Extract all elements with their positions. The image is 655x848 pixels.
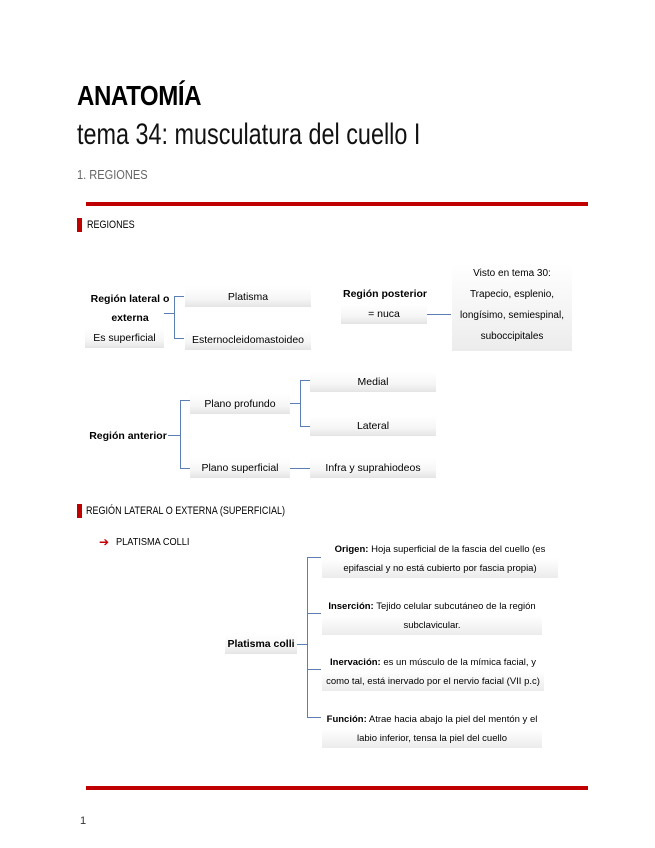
connector [174, 296, 184, 297]
funcion-definition [322, 710, 542, 748]
posterior-info-line: Trapecio, esplenio, [469, 289, 555, 300]
funcion-text-2: labio inferior, tensa la piel del cuello [322, 729, 542, 748]
profundo-medial: Medial [310, 372, 436, 392]
lateral-region-note: Es superficial [85, 328, 164, 348]
platisma-colli-node: Platisma colli [225, 634, 297, 654]
plano-profundo: Plano profundo [190, 394, 290, 414]
funcion-label: Función: [326, 714, 367, 725]
connector [297, 644, 307, 645]
connector [307, 669, 321, 670]
document-topic: tema 34: musculatura del cuello I [77, 118, 421, 151]
connector [164, 313, 174, 314]
connector [180, 400, 190, 401]
posterior-region-subtitle: = nuca [341, 304, 427, 324]
connector [427, 314, 451, 315]
posterior-info-line: Visto en tema 30: [473, 268, 551, 279]
connector [180, 468, 190, 469]
insercion-label: Inserción: [328, 601, 374, 612]
connector [307, 557, 321, 558]
lateral-item-platisma: Platisma [185, 287, 311, 307]
top-divider [86, 202, 588, 206]
inervacion-definition [322, 653, 544, 691]
connector [180, 400, 181, 468]
posterior-info-line: suboccipitales [480, 331, 544, 342]
posterior-info-box [452, 263, 572, 351]
lateral-item-esternocleidomastoideo: Esternocleidomastoideo [185, 330, 311, 350]
page-number: 1 [80, 815, 87, 827]
connector [300, 380, 310, 381]
arrow-right-icon: ➔ [99, 535, 110, 549]
connector [307, 557, 308, 717]
section-marker [77, 218, 82, 232]
insercion-definition [322, 597, 542, 635]
section-marker [77, 504, 82, 518]
section-title-lateral: REGIÓN LATERAL O EXTERNA (SUPERFICIAL) [86, 505, 285, 517]
posterior-info-line: longísimo, semiespinal, [460, 310, 564, 321]
superficial-infra-suprahiodeos: Infra y suprahiodeos [310, 458, 436, 478]
connector [307, 613, 321, 614]
connector [290, 468, 310, 469]
posterior-region-title: Región posterior [342, 288, 427, 300]
bottom-divider [86, 786, 588, 790]
origen-text-1: Hoja superficial de la fascia del cuello (es [371, 544, 546, 555]
anterior-region-title: Región anterior [89, 430, 167, 442]
origen-definition [322, 540, 558, 578]
profundo-lateral: Lateral [310, 416, 436, 436]
connector [307, 717, 321, 718]
section-index: 1. REGIONES [77, 167, 148, 182]
connector [300, 380, 301, 426]
insercion-text-1: Tejido celular subcutáneo de la región [376, 601, 536, 612]
connector [174, 296, 175, 338]
origen-text-2: epifascial y no está cubierto por fascia propia) [322, 559, 558, 578]
lateral-region-title [82, 290, 178, 328]
connector [168, 435, 180, 436]
plano-superficial: Plano superficial [190, 458, 290, 478]
section-title-regiones: REGIONES [87, 219, 135, 231]
connector [300, 426, 310, 427]
insercion-text-2: subclavicular. [322, 616, 542, 635]
bullet-platisma-colli: PLATISMA COLLI [116, 537, 190, 548]
inervacion-text-2: como tal, está inervado por el nervio facial (VII p.c) [322, 672, 544, 691]
connector [290, 403, 300, 404]
connector [174, 338, 184, 339]
funcion-text-1: Atrae hacia abajo la piel del mentón y el [368, 714, 538, 725]
origen-label: Origen: [334, 544, 369, 555]
lateral-region-title-line1: Región lateral o [90, 293, 170, 305]
lateral-region-title-line2: externa [111, 312, 149, 324]
inervacion-label: Inervación: [330, 657, 381, 668]
document-subject: ANATOMÍA [77, 80, 202, 111]
inervacion-text-1: es un músculo de la mímica facial, y [383, 657, 536, 668]
